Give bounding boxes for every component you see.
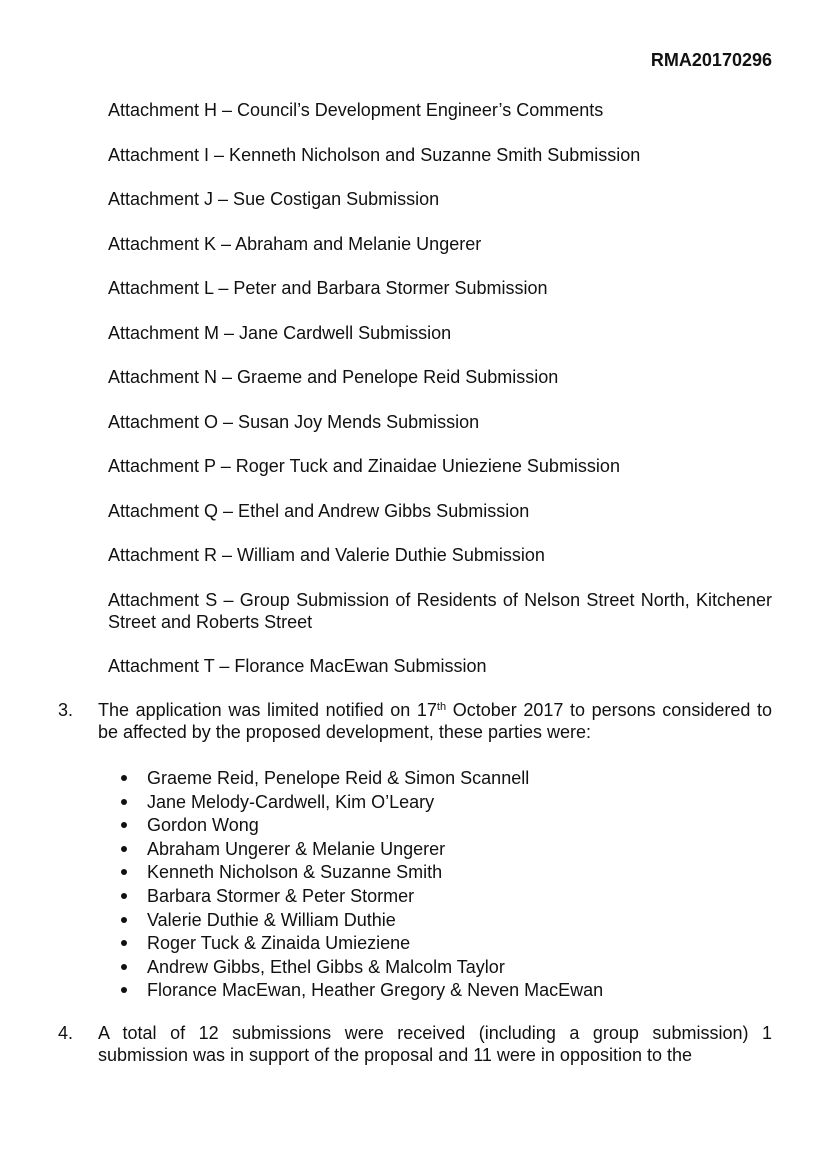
ordinal-suffix: th	[436, 701, 447, 713]
attachment-item: Attachment H – Council’s Development Engineer’s Comments	[108, 100, 604, 120]
party-name: Jane Melody-Cardwell, Kim O’Leary	[147, 791, 435, 812]
attachment-item: Attachment O – Susan Joy Mends Submission	[108, 411, 480, 432]
list-item	[119, 932, 603, 956]
party-name: Graeme Reid, Penelope Reid & Simon Scannell	[147, 768, 530, 788]
affected-parties-list	[119, 767, 603, 1003]
attachment-list	[108, 99, 772, 700]
list-item	[119, 767, 603, 791]
party-name: Valerie Duthie & William Duthie	[147, 909, 396, 930]
bullet-icon	[121, 987, 127, 993]
paragraph-3	[58, 699, 772, 743]
list-item	[119, 909, 603, 933]
attachment-item: Attachment S – Group Submission of Residents of Nelson Street North, Kitchener Street and Roberts Street	[108, 589, 772, 632]
attachment-item: Attachment T – Florance MacEwan Submission	[108, 656, 487, 676]
paragraph-number: 3.	[58, 700, 74, 720]
attachment-item: Attachment J – Sue Costigan Submission	[108, 189, 440, 209]
party-name: Kenneth Nicholson & Suzanne Smith	[147, 862, 443, 883]
attachment-item: Attachment R – William and Valerie Duthie Submission	[108, 545, 545, 565]
bullet-icon	[121, 775, 127, 781]
document-reference: RMA20170296	[650, 50, 772, 70]
bullet-icon	[121, 822, 127, 828]
attachment-item: Attachment N – Graeme and Penelope Reid Submission	[108, 367, 559, 387]
bullet-icon	[121, 940, 127, 946]
list-item	[119, 861, 603, 885]
list-item	[119, 791, 603, 815]
paragraph-number: 4.	[58, 1023, 74, 1043]
attachment-item: Attachment I – Kenneth Nicholson and Suzanne Smith Submission	[108, 144, 641, 165]
paragraph-text-end: October 2017 to persons considered to be affected by the proposed development, these parties were:	[98, 700, 772, 742]
party-name: Florance MacEwan, Heather Gregory & Neven MacEwan	[147, 980, 604, 1001]
paragraph-text: A total of 12 submissions were received (including a group submission) 1 submission was in support of the proposal and 11 were in opposition to the	[98, 1023, 772, 1065]
attachment-item: Attachment K – Abraham and Melanie Ungerer	[108, 233, 482, 254]
list-item	[119, 885, 603, 909]
paragraph-text-start: The application was limited notified on 17	[98, 700, 437, 720]
party-name: Barbara Stormer & Peter Stormer	[147, 885, 415, 906]
attachment-item: Attachment Q – Ethel and Andrew Gibbs Submission	[108, 500, 530, 521]
party-name: Abraham Ungerer & Melanie Ungerer	[147, 838, 446, 859]
list-item	[119, 979, 603, 1003]
list-item	[119, 956, 603, 980]
party-name: Andrew Gibbs, Ethel Gibbs & Malcolm Taylor	[147, 956, 505, 977]
party-name: Gordon Wong	[147, 815, 259, 836]
bullet-icon	[121, 964, 127, 970]
attachment-item: Attachment P – Roger Tuck and Zinaidae Unieziene Submission	[108, 456, 620, 476]
bullet-icon	[121, 893, 127, 899]
list-item	[119, 838, 603, 862]
bullet-icon	[121, 846, 127, 852]
attachment-item: Attachment L – Peter and Barbara Stormer Submission	[108, 278, 548, 298]
bullet-icon	[121, 869, 127, 875]
bullet-icon	[121, 917, 127, 923]
bullet-icon	[121, 799, 127, 805]
paragraph-text	[98, 699, 772, 743]
list-item	[119, 814, 603, 838]
paragraph-4	[58, 1022, 772, 1066]
party-name: Roger Tuck & Zinaida Umieziene	[147, 933, 411, 954]
attachment-item: Attachment M – Jane Cardwell Submission	[108, 322, 452, 343]
